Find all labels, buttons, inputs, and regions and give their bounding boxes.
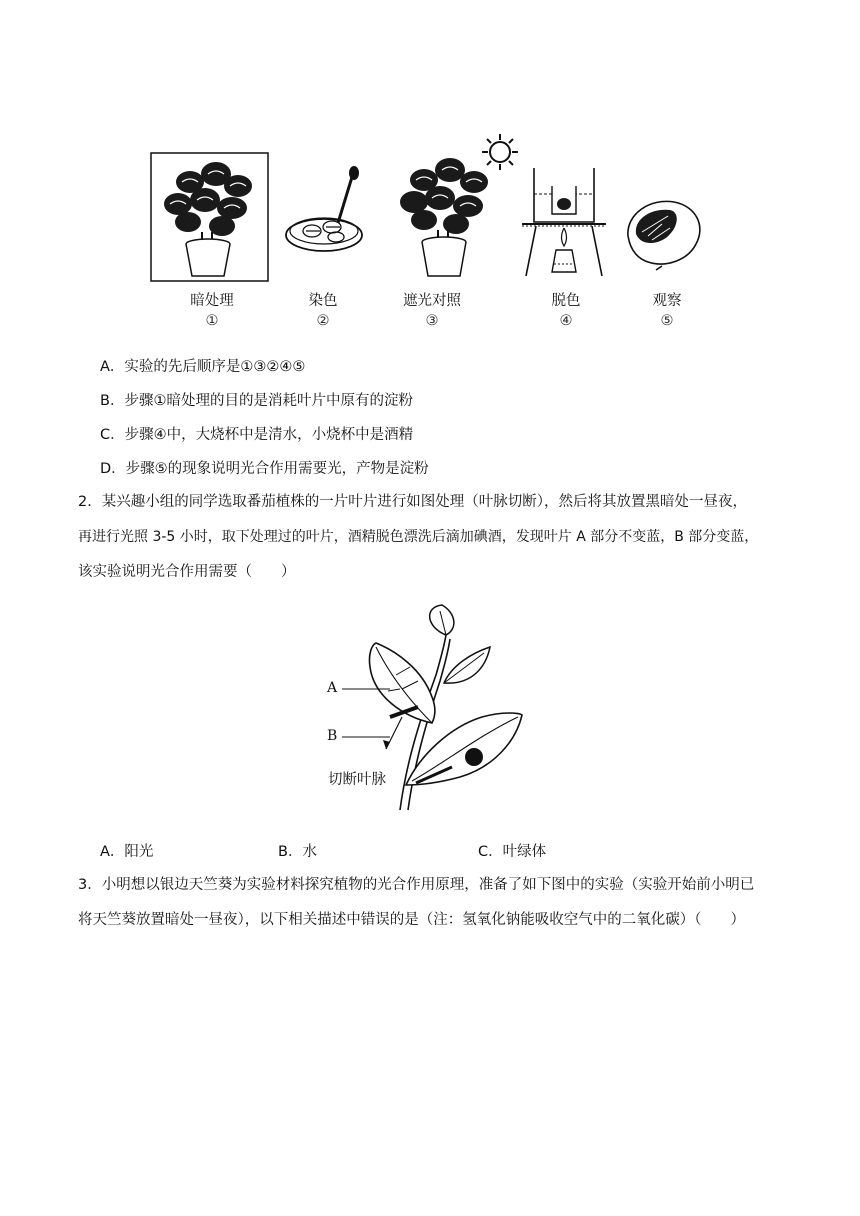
q3-line-2: 将天竺葵放置暗处一昼夜），以下相关描述中错误的是（注：氢氧化钠能吸收空气中的二氧化碳）（ ） [78, 912, 745, 928]
option-letter: A． [100, 844, 125, 860]
q2-option-c [478, 842, 546, 862]
q2-option-a [100, 842, 153, 862]
q1-option-d [100, 459, 429, 479]
option-text: 实验的先后顺序是①③②④⑤ [124, 359, 306, 375]
step-1-caption: 暗处理 [190, 293, 234, 309]
option-letter: C． [100, 427, 125, 443]
option-text: 步骤④中，大烧杯中是清水，小烧杯中是酒精 [124, 427, 414, 443]
option-letter: B． [278, 844, 303, 860]
step-3-number: ③ [425, 313, 439, 329]
option-text: 水 [302, 844, 317, 860]
leaf-label-a: A [327, 680, 338, 696]
step-2-caption: 染色 [308, 293, 338, 309]
question-number: 2． [78, 494, 102, 510]
q2-option-b [278, 842, 317, 862]
option-text: 步骤⑤的现象说明光合作用需要光，产物是淀粉 [125, 461, 429, 477]
q2-line-2: 再进行光照 3-5 小时，取下处理过的叶片，酒精脱色漂洗后滴加碘酒，发现叶片 A 部分不变蓝，B 部分变蓝， [78, 529, 759, 545]
step-2-number: ② [316, 313, 330, 329]
option-letter: A． [100, 359, 125, 375]
step-4-caption: 脱色 [551, 293, 581, 309]
option-text: 步骤①暗处理的目的是消耗叶片中原有的淀粉 [124, 393, 413, 409]
step-5-caption: 观察 [652, 293, 682, 309]
option-letter: B． [100, 393, 125, 409]
q1-option-b [100, 391, 413, 411]
option-letter: C． [478, 844, 503, 860]
option-text: 阳光 [124, 844, 154, 860]
q1-option-c [100, 425, 413, 445]
cut-vein-label: 切断叶脉 [328, 772, 386, 788]
potted-plant-boxed-icon [150, 152, 270, 284]
option-letter: D． [100, 461, 126, 477]
step-3-caption: 遮光对照 [403, 293, 461, 309]
option-text: 叶绿体 [502, 844, 547, 860]
leaf-label-b: B [327, 728, 338, 744]
leaf-icon [622, 196, 706, 272]
q2-line-3: 该实验说明光合作用需要（ ） [78, 564, 296, 580]
q3-line-1 [78, 875, 754, 895]
q1-option-a [100, 357, 305, 377]
q2-line-1 [78, 492, 747, 512]
question-text: 小明想以银边天竺葵为实验材料探究植物的光合作用原理，准备了如下图中的实验（实验开始前小明已 [101, 877, 755, 893]
beaker-heating-icon [518, 164, 610, 280]
potted-plant-sun-icon [394, 132, 524, 282]
step-1-number: ① [205, 313, 219, 329]
question-number: 3． [78, 877, 102, 893]
petri-dish-dropper-icon [282, 165, 372, 265]
step-4-number: ④ [559, 313, 573, 329]
question-text: 某兴趣小组的同学选取番茄植株的一片叶片进行如图处理（叶脉切断），然后将其放置黑暗处一昼夜， [101, 494, 747, 510]
step-5-number: ⑤ [660, 313, 674, 329]
